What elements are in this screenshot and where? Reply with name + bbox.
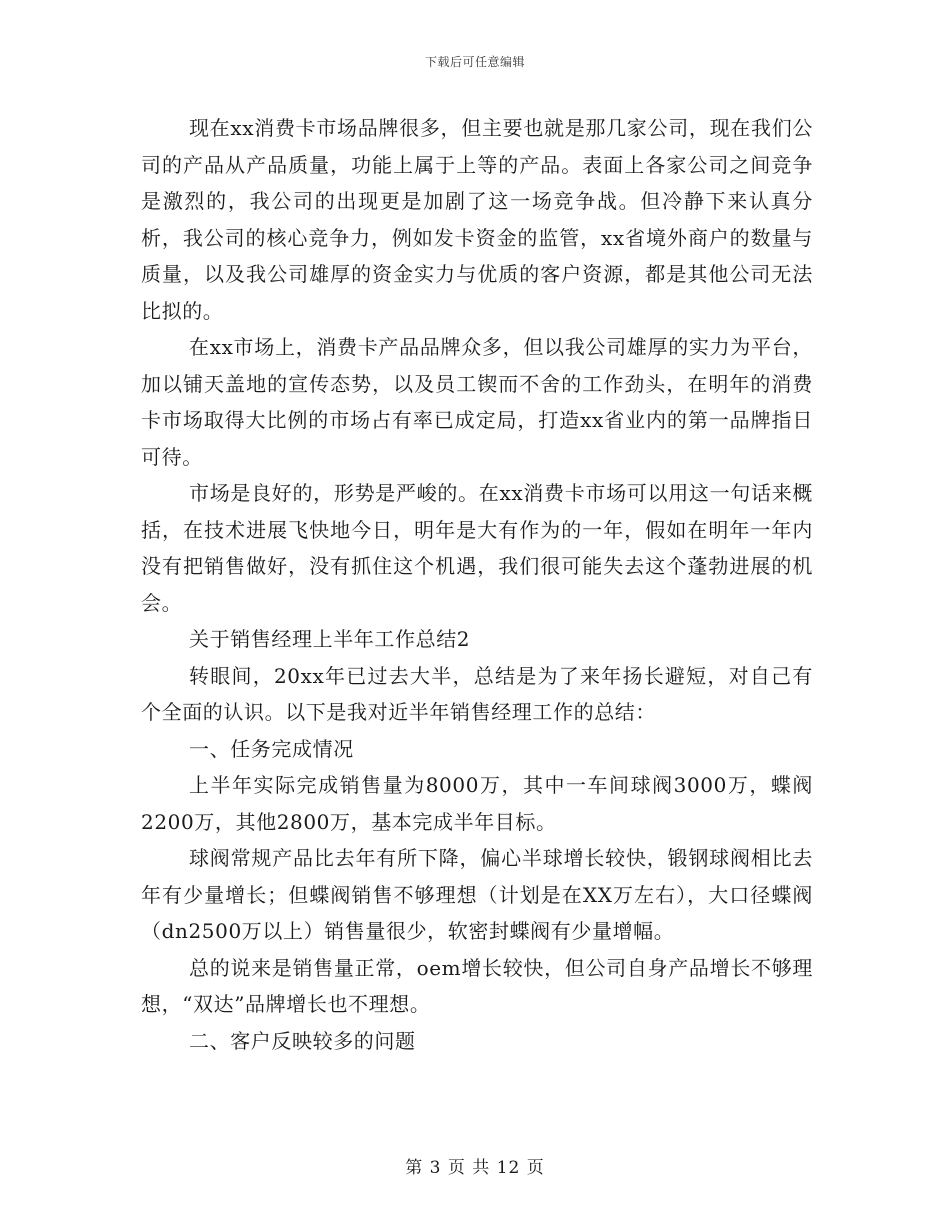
paragraph-summary: 总的说来是销售量正常，oem增长较快，但公司自身产品增长不够理想，“双达”品牌增长也不理想。: [141, 955, 813, 1016]
page-header: 下载后可任意编辑: [424, 55, 525, 69]
heading-task-completion: 一、任务完成情况: [189, 736, 354, 761]
paragraph-1: 现在xx消费卡市场品牌很多，但主要也就是那几家公司，现在我们公司的产品从产品质量，功能上属于上等的产品。表面上各家公司之间竞争是激烈的，我公司的出现更是加剧了这一场竞争战。但冷静下来认真分析，我公司的核心竞争力，例如发卡资金的监管，xx省境外商户的数量与质量，以及我公司雄厚的资金实力与优质的客户资源，都是其他公司无法比拟的。: [141, 116, 813, 323]
document-body: [141, 110, 813, 1059]
paragraph-ball-valve: 球阀常规产品比去年有所下降，偏心半球增长较快，锻钢球阀相比去年有少量增长；但蝶阀销售不够理想（计划是在XX万左右），大口径蝶阀（dn2500万以上）销售量很少，软密封蝶阀有少量增幅。: [141, 846, 813, 943]
page-footer: 第 3 页 共 12 页: [405, 1158, 545, 1178]
paragraph-sales-volume: 上半年实际完成销售量为8000万，其中一车间球阀3000万，蝶阀2200万，其他2800万，基本完成半年目标。: [141, 773, 813, 834]
paragraph-2: 在xx市场上，消费卡产品品牌众多，但以我公司雄厚的实力为平台，加以铺天盖地的宣传态势，以及员工锲而不舍的工作劲头，在明年的消费卡市场取得大比例的市场占有率已成定局，打造xx省业内的第一品牌指日可待。: [141, 335, 813, 469]
heading-customer-issues: 二、客户反映较多的问题: [189, 1028, 416, 1053]
paragraph-3: 市场是良好的，形势是严峻的。在xx消费卡市场可以用这一句话来概括，在技术进展飞快地今日，明年是大有作为的一年，假如在明年一年内没有把销售做好，没有抓住这个机遇，我们很可能失去这个蓬勃进展的机会。: [141, 481, 813, 615]
section-title: 关于销售经理上半年工作总结2: [189, 627, 471, 651]
paragraph-intro: 转眼间，20xx年已过去大半，总结是为了来年扬长避短，对自己有个全面的认识。以下是我对近半年销售经理工作的总结：: [141, 663, 813, 724]
